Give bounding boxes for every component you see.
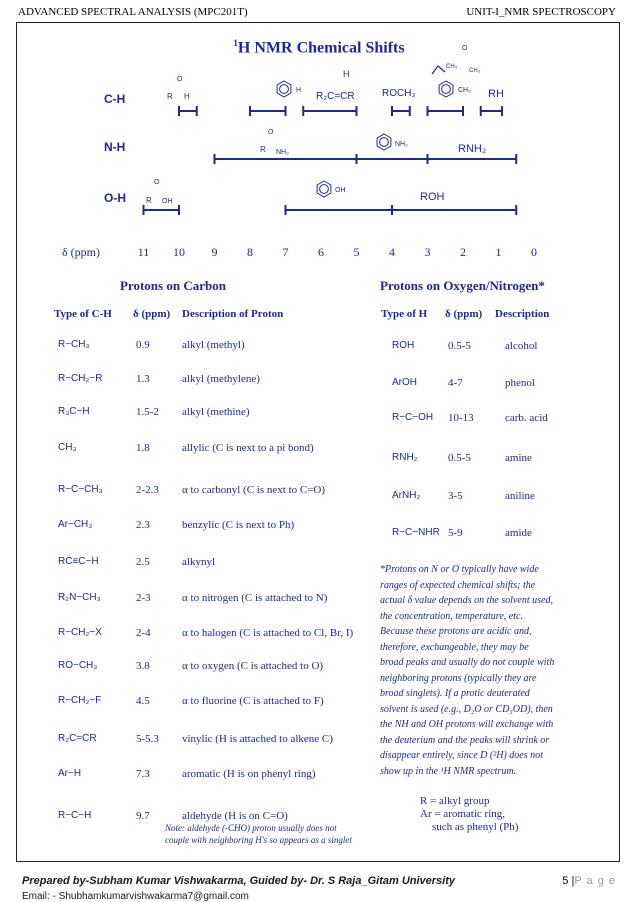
col-header-shift: δ (ppm) (133, 308, 171, 320)
carbon-row-type: RC≡C−H (58, 556, 99, 567)
carbon-row-desc: allylic (C is next to a pi bond) (182, 442, 314, 454)
nh-aniline-ring-icon (377, 134, 391, 150)
carbon-row-desc: α to fluorine (C is attached to F) (182, 695, 324, 707)
ch-aldehyde-h: H (184, 92, 190, 101)
tick-label-5: 5 (353, 245, 360, 259)
col-header-desc-oh: Description (495, 308, 550, 320)
aldehyde-note-line2: couple with neighboring H's so appears as a singlet (165, 835, 352, 845)
oxygen-row-type: R−C−NHR (392, 527, 440, 538)
col-header-type-oh: Type of H (381, 308, 428, 320)
r-group-line2: Ar = aromatic ring, (420, 808, 506, 820)
row-label-n-h: N-H (104, 140, 126, 154)
row-label-c-h: C-H (104, 92, 126, 106)
section-title-carbon: Protons on Carbon (120, 278, 226, 293)
col-header-desc: Description of Proton (182, 308, 284, 320)
carbon-row-shift: 9.7 (136, 810, 150, 822)
carbon-row-type: Ar−H (58, 768, 82, 779)
oxygen-row-desc: carb. acid (505, 412, 548, 424)
footnote-line: neighboring protons (typically they are (380, 672, 537, 684)
footnote-line: the concentration, temperature, etc. (380, 610, 523, 622)
carbon-row-shift: 2-3 (136, 592, 151, 604)
oxygen-row-desc: alcohol (505, 340, 538, 352)
ch-benzyl-ch3: CH₃ (458, 87, 471, 94)
ch-rh-label: RH (488, 88, 504, 100)
page-number: 5 |P a g e (562, 875, 616, 887)
carbon-row-desc: α to oxygen (C is attached to O) (182, 660, 324, 672)
carbon-row-shift: 2.5 (136, 556, 150, 568)
carbon-row-shift: 0.9 (136, 339, 150, 351)
oxygen-row-desc: phenol (505, 377, 535, 389)
carbon-row-type: R₃C−H (58, 406, 90, 417)
footnote-line: therefore, exchangeable, they may be (380, 641, 529, 653)
r-group-line1: R = alkyl group (420, 795, 490, 807)
oxygen-row-type: R−C−OH (392, 412, 434, 423)
tick-label-1: 1 (495, 245, 502, 259)
title-superscript: 1 (233, 38, 238, 48)
carbon-row-shift: 5-5.3 (136, 733, 159, 745)
ch-benzyl-ring-icon-inner-circle (442, 85, 451, 94)
oxygen-row-shift: 0.5-5 (448, 340, 471, 352)
exchange-footnote (380, 562, 554, 779)
carbon-row-shift: 1.5-2 (136, 406, 159, 418)
ch-ketone-ch3: CH₃ (469, 68, 481, 74)
carbon-row-desc: α to halogen (C is attached to Cl, Br, I) (182, 627, 354, 639)
nh-aniline-ring-icon-inner-circle (380, 138, 389, 147)
tick-label-2: 2 (460, 245, 466, 259)
footer-credit: Prepared by-Subham Kumar Vishwakarma, Guided by- Dr. S Raja_Gitam University (22, 875, 456, 887)
page-word: P a g e (574, 875, 616, 887)
oh-acid-r: R (146, 196, 152, 205)
carbon-row-desc: alkyl (methine) (182, 406, 250, 418)
footnote-line: show up in the ¹H NMR spectrum. (380, 765, 517, 777)
header-unit: UNIT-I_NMR SPECTROSCOPY (466, 6, 616, 18)
carbon-row-type: R₂N−CH₃ (58, 592, 101, 603)
footnote-line: Because these protons are acidic and, (380, 626, 532, 637)
ch-allyl-icon (432, 66, 445, 74)
carbon-row-type: R−C−H (58, 810, 92, 821)
carbon-row-shift: 1.3 (136, 373, 150, 385)
ch-aromatic-h: H (296, 87, 302, 94)
carbon-row-type: RO−CH₃ (58, 660, 98, 671)
aldehyde-note-line1: Note: aldehyde (-CHO) proton usually does not (165, 823, 337, 833)
carbon-row-type: CH₃ (58, 442, 77, 453)
tick-label-8: 8 (247, 245, 253, 259)
footnote-line: the NH and OH protons will exchange with (380, 719, 554, 730)
tick-label-10: 10 (173, 245, 185, 259)
oh-roh-label: ROH (420, 191, 445, 203)
carbon-row-type: R−CH₂−X (58, 627, 102, 638)
carbon-row-type: R₂C=CR (58, 733, 97, 744)
oh-phenol-ring-icon (317, 181, 331, 197)
oxygen-row-type: ROH (392, 340, 415, 351)
ch-aromatic-ring-icon (277, 81, 291, 97)
ch-aldehyde-o: O (177, 76, 183, 83)
aldehyde-note (165, 822, 352, 846)
ch-roch3-label: ROCH₃ (382, 88, 416, 99)
nh-amide-r: R (260, 145, 266, 154)
nh-rnh2-label: RNH₂ (458, 143, 487, 155)
footnote-line: disappear entirely, since D (²H) does not (380, 750, 543, 761)
carbon-row-desc: α to carbonyl (C is next to C=O) (182, 484, 326, 496)
oxygen-row-shift: 0.5-5 (448, 452, 471, 464)
carbon-row-desc: alkyl (methyl) (182, 339, 245, 351)
carbon-row-desc: alkyl (methylene) (182, 373, 260, 385)
oxygen-row-shift: 3-5 (448, 490, 463, 502)
axis-label: δ (ppm) (62, 245, 100, 259)
ch-allyl-ch3: CH₃ (446, 64, 458, 70)
oh-phenol-oh: OH (335, 187, 346, 194)
ch-ketone-o: O (462, 45, 468, 52)
footnote-line: *Protons on N or O typically have wide (380, 564, 539, 575)
tick-label-3: 3 (424, 245, 431, 259)
carbon-row-type: R−CH₂−R (58, 373, 103, 384)
col-header-type: Type of C-H (54, 308, 112, 320)
carbon-row-shift: 2-2.3 (136, 484, 159, 496)
footnote-line: solvent is used (e.g., D₂O or CD₃OD), then (380, 703, 553, 715)
nh-amide-nh2: NH₂ (276, 149, 289, 156)
carbon-row-shift: 3.8 (136, 660, 150, 672)
header-course: ADVANCED SPECTRAL ANALYSIS (MPC201T) (18, 6, 248, 18)
carbon-row-desc: alkynyl (182, 556, 215, 568)
oxygen-row-desc: amide (505, 527, 532, 539)
row-label-o-h: O-H (104, 191, 126, 205)
tick-label-4: 4 (389, 245, 395, 259)
tick-label-6: 6 (318, 245, 324, 259)
section-title-oxygen: Protons on Oxygen/Nitrogen* (380, 278, 545, 293)
carbon-row-type: Ar−CH₃ (58, 519, 93, 530)
ch-vinyl-label: R₂C=CR (316, 91, 355, 102)
r-group-line3: such as phenyl (Ph) (432, 821, 519, 833)
nh-amide-o: O (268, 129, 274, 136)
carbon-row-desc: α to nitrogen (C is attached to N) (182, 592, 328, 604)
nh-aniline-nh2: NH₂ (395, 141, 408, 148)
oxygen-row-shift: 4-7 (448, 377, 463, 389)
footnote-line: broad singlets). If a protic deuterated (380, 688, 530, 699)
oxygen-row-type: RNH₂ (392, 452, 418, 463)
carbon-row-shift: 2-4 (136, 627, 151, 639)
oh-acid-o: O (154, 179, 160, 186)
carbon-row-desc: benzylic (C is next to Ph) (182, 519, 295, 531)
carbon-row-desc: vinylic (H is attached to alkene C) (182, 733, 333, 745)
oh-acid-oh: OH (162, 198, 173, 205)
ch-aromatic-ring-icon-inner-circle (280, 85, 289, 94)
tick-label-11: 11 (137, 245, 150, 259)
tick-label-9: 9 (211, 245, 218, 259)
page-number-value: 5 (562, 875, 569, 887)
carbon-row-shift: 1.8 (136, 442, 150, 454)
col-header-shift-oh: δ (ppm) (445, 308, 483, 320)
oxygen-row-shift: 10-13 (448, 412, 474, 424)
footer-email: Email: - Shubhamkumarvishwakarma7@gmail.com (22, 891, 249, 902)
oxygen-row-desc: amine (505, 452, 532, 464)
carbon-row-type: R−CH₂−F (58, 695, 102, 706)
title-text: H NMR Chemical Shifts (237, 39, 405, 57)
carbon-row-desc: aromatic (H is on phenyl ring) (182, 768, 316, 780)
footnote-line: ranges of expected chemical shifts; the (380, 579, 536, 591)
r-group-legend (420, 795, 518, 834)
carbon-row-type: R−C−CH₃ (58, 484, 103, 495)
ch-benzyl-ring-icon (439, 81, 453, 97)
oxygen-row-desc: aniline (505, 490, 535, 502)
oxygen-row-type: ArNH₂ (392, 490, 421, 501)
ch-vinyl-h: H (343, 69, 350, 79)
carbon-row-shift: 2.3 (136, 519, 150, 531)
shift-range-chart (0, 0, 638, 275)
ch-aldehyde-r: R (167, 92, 173, 101)
footnote-line: the deuterium and the peaks will shrink or (380, 734, 550, 746)
carbon-row-shift: 7.3 (136, 768, 150, 780)
oh-phenol-ring-icon-inner-circle (320, 185, 329, 194)
tick-label-0: 0 (531, 245, 537, 259)
footnote-line: broad peaks and usually do not couple with (380, 657, 555, 668)
carbon-row-shift: 4.5 (136, 695, 150, 707)
carbon-row-type: R−CH₃ (58, 339, 90, 350)
oxygen-row-shift: 5-9 (448, 527, 463, 539)
tick-label-7: 7 (282, 245, 289, 259)
oxygen-row-type: ArOH (392, 377, 417, 388)
footnote-line: actual δ value depends on the solvent used, (380, 595, 553, 606)
carbon-row-desc: aldehyde (H is on C=O) (182, 810, 288, 822)
